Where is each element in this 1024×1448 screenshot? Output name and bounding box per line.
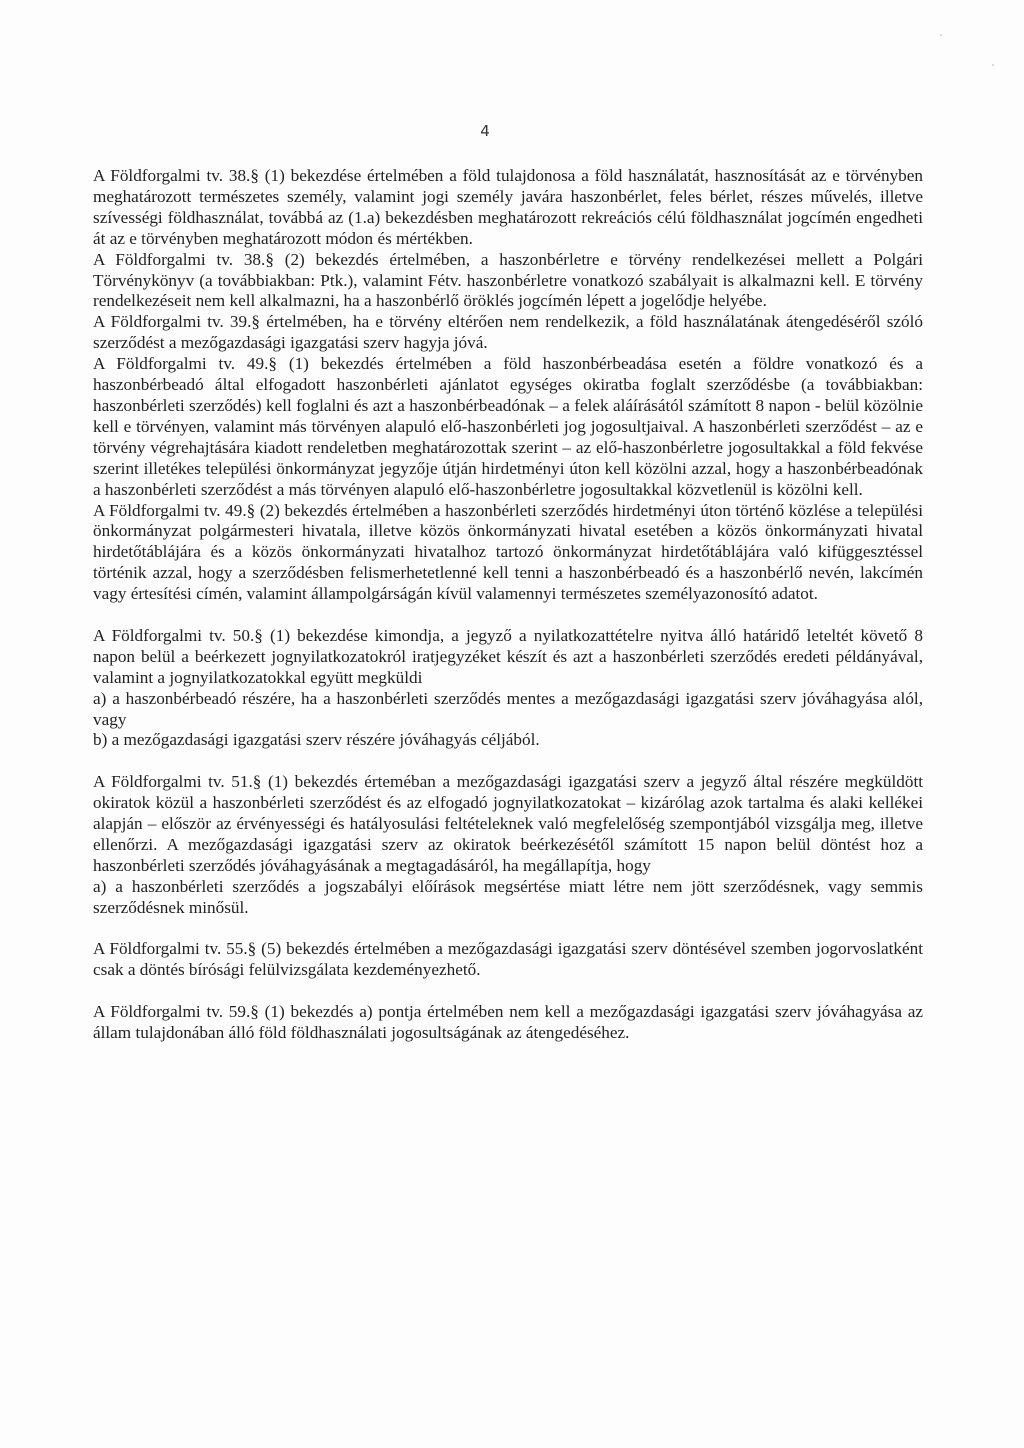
paragraph-38-2: A Földforgalmi tv. 38.§ (2) bekezdés értelmében, a haszonbérletre e törvény rendelkezései mellett a Polgári Törvénykönyv (a továbbiakban: Ptk.), valamint Fétv. haszonbérletre vonatkozó szabályait is alkalmazni kell. E törvény rendelkezéseit nem kell alkalmazni, ha a haszonbérlő öröklés jogcímén lépett a jogelődje helyébe. xyxy=(93,249,923,311)
paragraph-39: A Földforgalmi tv. 39.§ értelmében, ha e törvény eltérően nem rendelkezik, a föld használatának átengedéséről szóló szerződést a mezőgazdasági igazgatási szerv hagyja jóvá. xyxy=(93,312,923,353)
paragraph-38-1: A Földforgalmi tv. 38.§ (1) bekezdése értelmében a föld tulajdonosa a föld használatát, hasznosítását az e törvényben meghatározott természetes személy, valamint jogi személy javára haszonbérlet, feles bérlet, részes művelés, illetve szívességi földhasználat, továbbá az (1.a) bekezdésben meghatározott rekreációs célú földhasználat jogcímén engedheti át az e törvényben meghatározott módon és mértékben. xyxy=(93,166,923,248)
list-item-50-a: a) a haszonbérbeadó részére, ha a haszonbérleti szerződés mentes a mezőgazdasági igazgatási szerv jóváhagyása alól, vagy xyxy=(93,688,923,729)
paragraph-49-1: A Földforgalmi tv. 49.§ (1) bekezdés értelmében a föld haszonbérbeadása esetén a földre vonatkozó és a haszonbérbeadó által elfogadott haszonbérleti ajánlatot egységes okiratba foglalt szerződésbe (a továbbiakban: haszonbérleti szerződés) kell foglalni és azt a haszonbérbeadónak – a felek aláírásától számított 8 napon - belül közölnie kell e törvényen, valamint más törvényen alapuló elő-haszonbérleti jog jogosultjaival. A haszonbérleti szerződést – az e törvény végrehajtására kiadott rendeletben meghatározottak szerint – az elő-haszonbérletre jogosultakkal a föld fekvése szerint illetékes települési önkormányzat jegyzője útján hirdetményi úton kell közölni azzal, hogy a haszonbérbeadónak a haszonbérleti szerződést a más törvényen alapuló elő-haszonbérletre jogosultakkal közvetlenül is közölni kell. xyxy=(93,354,923,499)
list-item-51-a: a) a haszonbérleti szerződés a jogszabályi előírások megsértése miatt létre nem jött szerződésnek, vagy semmis szerződésnek minősül. xyxy=(93,876,923,917)
paragraph-55-5: A Földforgalmi tv. 55.§ (5) bekezdés értelmében a mezőgazdasági igazgatási szerv döntésével szemben jogorvoslatként csak a döntés bírósági felülvizsgálata kezdeményezhető. xyxy=(93,939,923,980)
page-number: 4 xyxy=(480,122,490,140)
document-body xyxy=(93,166,923,1044)
paragraph-gap xyxy=(93,605,923,626)
scan-speck xyxy=(940,34,942,36)
paragraph-gap xyxy=(93,919,923,940)
paragraph-59-1: A Földforgalmi tv. 59.§ (1) bekezdés a) pontja értelmében nem kell a mezőgazdasági igazgatási szerv jóváhagyása az állam tulajdonában álló föld földhasználati jogosultságának az átengedéséhez. xyxy=(93,1002,923,1043)
paragraph-gap xyxy=(93,981,923,1002)
list-item-50-b: b) a mezőgazdasági igazgatási szerv részére jóváhagyás céljából. xyxy=(93,730,540,750)
paragraph-49-2: A Földforgalmi tv. 49.§ (2) bekezdés értelmében a haszonbérleti szerződés hirdetményi úton történő közlése a települési önkormányzat polgármesteri hivatala, illetve közös önkormányzati hivatal esetében a közös önkormányzati hivatal hirdetőtáblájára és a közös önkormányzati hivatalhoz tartozó önkormányzat hirdetőtáblájára való kifüggesztéssel történik azzal, hogy a szerződésben felismerhetetlenné kell tenni a haszonbérbeadó és a haszonbérlő nevén, lakcímén vagy értesítési címén, valamint állampolgárságán kívül valamennyi természetes személyazonosító adatot. xyxy=(93,500,923,604)
paragraph-gap xyxy=(93,751,923,772)
paragraph-50-1: A Földforgalmi tv. 50.§ (1) bekezdése kimondja, a jegyző a nyilatkozattételre nyitva álló határidő leteltét követő 8 napon belül a beérkezett jognyilatkozatokról iratjegyzéket készít és azt a haszonbérleti szerződés eredeti példányával, valamint a jognyilatkozatokkal együtt megküldi xyxy=(93,625,923,687)
scan-speck xyxy=(992,64,994,66)
paragraph-51-1: A Földforgalmi tv. 51.§ (1) bekezdés érteméban a mezőgazdasági igazgatási szerv a jegyző által részére megküldött okiratok közül a haszonbérleti szerződést és az elfogadó jognyilatkozatokat – kizárólag azok tartalma és alaki kellékei alapján – először az érvényességi és hatályosulási feltételeknek való megfelelőség szempontjából vizsgálja meg, illetve ellenőrzi. A mezőgazdasági igazgatási szerv az okiratok beérkezésétől számított 15 napon belül döntést hoz a haszonbérleti szerződés jóváhagyásának a megtagadásáról, ha megállapítja, hogy xyxy=(93,772,923,875)
